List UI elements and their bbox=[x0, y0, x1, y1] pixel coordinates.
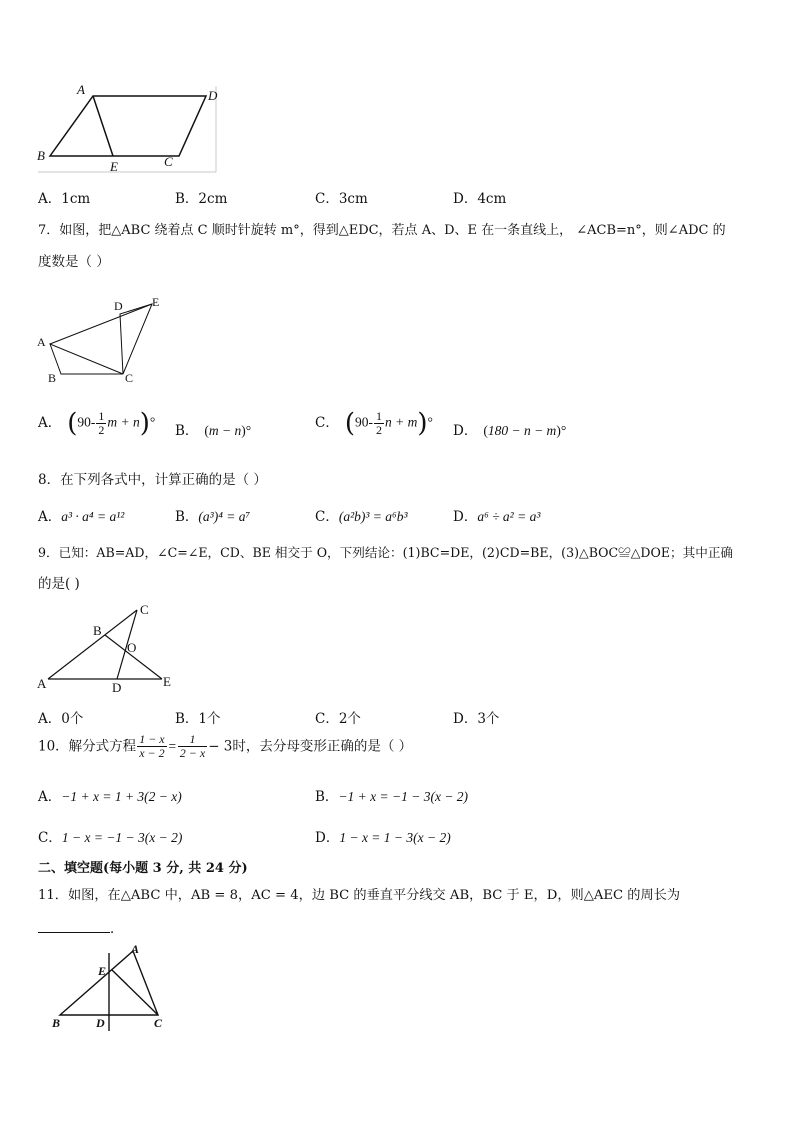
q7-stem-line2: 度数是（ ） bbox=[38, 254, 110, 270]
option-text: (a³)⁴ = a⁷ bbox=[198, 509, 251, 524]
option-letter: A． bbox=[38, 711, 62, 727]
paren-right: ) bbox=[139, 408, 150, 439]
option-text: −1 + x = 1 + 3(2 − x) bbox=[61, 789, 182, 804]
q8-stem: 8．在下列各式中，计算正确的是（ ） bbox=[38, 472, 267, 488]
option-text: 1个 bbox=[198, 711, 221, 727]
q10-stem-pre: 10．解分式方程 bbox=[38, 738, 137, 755]
q8-option-c[interactable] bbox=[315, 505, 408, 525]
q10-option-b[interactable] bbox=[315, 785, 468, 805]
q6-option-d[interactable] bbox=[453, 187, 506, 207]
q9-option-a[interactable] bbox=[38, 707, 83, 727]
option-text: 0个 bbox=[61, 711, 84, 727]
q9-figure bbox=[34, 598, 184, 696]
q6-figure bbox=[34, 84, 234, 179]
fraction: $\frac{1}{2}$ bbox=[98, 409, 105, 437]
option-text: 1 − x = 1 − 3(x − 2) bbox=[339, 830, 451, 845]
q8-option-b[interactable] bbox=[175, 505, 250, 525]
q9-stem-line1: 9．已知：AB=AD，∠C=∠E，CD、BE 相交于 O，下列结论：(1)BC=DE，(2)CD=BE，(3)△BOC≌△DOE；其中正确 bbox=[38, 545, 734, 560]
expr-pre: 90- bbox=[77, 414, 96, 430]
q9-stem-line2: 的是( ) bbox=[38, 576, 80, 592]
equals-sign: = bbox=[167, 738, 177, 754]
paren-left: ( bbox=[344, 408, 355, 439]
fraction: $\frac{1}{2}$ bbox=[376, 409, 382, 437]
label-o: O bbox=[127, 640, 137, 655]
section-title: 二、填空题(每小题 3 分, 共 24 分) bbox=[38, 861, 248, 876]
label-a: A bbox=[37, 676, 47, 691]
paren-left: ( bbox=[483, 423, 488, 438]
degree-unit: ° bbox=[149, 414, 156, 430]
label-b: B bbox=[93, 623, 102, 638]
option-letter: D． bbox=[315, 830, 340, 846]
q7-option-b[interactable] bbox=[175, 419, 251, 439]
q10-option-c[interactable] bbox=[38, 826, 182, 846]
option-text: −1 + x = −1 − 3(x − 2) bbox=[338, 789, 469, 804]
option-letter: C． bbox=[315, 191, 339, 207]
q7-option-d[interactable] bbox=[453, 419, 566, 439]
expr-pre: 90- bbox=[355, 414, 373, 430]
label-e: E bbox=[98, 964, 107, 978]
label-a: A bbox=[77, 84, 85, 97]
q8-option-a[interactable] bbox=[38, 505, 124, 525]
paren-left: ( bbox=[67, 408, 78, 439]
expr-post: n + m bbox=[385, 414, 418, 430]
option-letter: A． bbox=[38, 414, 62, 431]
q9-option-c[interactable] bbox=[315, 707, 361, 727]
label-a: A bbox=[131, 943, 140, 956]
option-letter: B． bbox=[175, 509, 199, 525]
option-letter: B． bbox=[175, 191, 199, 207]
option-text: (a²b)³ = a⁶b³ bbox=[338, 509, 408, 524]
expr-post: m + n bbox=[107, 414, 140, 430]
label-e: E bbox=[110, 159, 118, 174]
label-b: B bbox=[48, 371, 57, 385]
expr: 180 − n − m bbox=[487, 423, 557, 438]
q7-figure bbox=[34, 294, 169, 386]
line-ac bbox=[48, 610, 137, 679]
label-d: D bbox=[114, 299, 123, 313]
label-c: C bbox=[164, 154, 173, 169]
q7-stem-line1: 7．如图，把△ABC 绕着点 C 顺时针旋转 m°，得到△EDC，若点 A、D、E 在一条直线上， ∠ACB=n°，则∠ADC 的 bbox=[38, 223, 726, 238]
q7-option-c[interactable] bbox=[315, 410, 433, 437]
q10-option-a[interactable] bbox=[38, 785, 182, 805]
degree-unit: ° bbox=[427, 414, 433, 430]
q7-option-a[interactable] bbox=[38, 410, 155, 437]
label-b: B bbox=[37, 148, 45, 163]
option-letter: D． bbox=[453, 509, 478, 525]
label-a: A bbox=[37, 335, 46, 349]
option-text: 3个 bbox=[477, 711, 500, 727]
paren-right: ) bbox=[556, 423, 561, 438]
segment-ec bbox=[112, 970, 158, 1015]
option-text: 4cm bbox=[477, 191, 507, 207]
option-letter: C． bbox=[315, 711, 339, 727]
label-b: B bbox=[52, 1016, 61, 1030]
q11-figure bbox=[46, 943, 176, 1035]
q10-stem bbox=[38, 733, 412, 760]
option-letter: C． bbox=[38, 830, 62, 846]
paren-left: ( bbox=[204, 423, 209, 438]
expr: m − n bbox=[208, 423, 242, 438]
line-ade bbox=[50, 304, 152, 344]
option-letter: A． bbox=[38, 789, 62, 805]
label-d: D bbox=[208, 88, 218, 103]
paren-right: ) bbox=[241, 423, 246, 438]
parallelogram-abcd bbox=[50, 96, 206, 156]
degree-unit: ° bbox=[560, 423, 567, 438]
q10-fraction-1: $\frac{1 - x}{x - 2}$ bbox=[139, 732, 165, 760]
q10-stem-post: − 3时，去分母变形正确的是（ ） bbox=[208, 738, 413, 755]
q10-option-d[interactable] bbox=[315, 826, 451, 846]
option-text: 1cm bbox=[61, 191, 91, 207]
degree-unit: ° bbox=[245, 423, 252, 438]
q8-option-d[interactable] bbox=[453, 505, 540, 525]
segment-ae bbox=[93, 96, 113, 156]
option-letter: C． bbox=[315, 414, 339, 431]
label-c: C bbox=[125, 371, 134, 385]
option-letter: B． bbox=[175, 711, 199, 727]
option-text: 1 − x = −1 − 3(x − 2) bbox=[61, 830, 183, 845]
option-letter: D． bbox=[453, 191, 478, 207]
option-text: 3cm bbox=[338, 191, 368, 207]
q9-option-d[interactable] bbox=[453, 707, 499, 727]
option-letter: D． bbox=[453, 423, 478, 439]
option-letter: A． bbox=[38, 191, 62, 207]
label-d: D bbox=[112, 680, 122, 695]
q10-fraction-2: $\frac{1}{2 - x}$ bbox=[179, 732, 206, 760]
option-text: a³ · a⁴ = a¹² bbox=[61, 509, 125, 524]
q11-answer-line[interactable] bbox=[38, 917, 124, 937]
answer-blank[interactable] bbox=[38, 920, 110, 933]
q6-option-c[interactable] bbox=[315, 187, 368, 207]
option-text: 2个 bbox=[338, 711, 361, 727]
option-text: a⁶ ÷ a² = a³ bbox=[477, 509, 541, 524]
option-letter: B． bbox=[315, 789, 339, 805]
label-c: C bbox=[140, 602, 149, 617]
option-letter: A． bbox=[38, 509, 62, 525]
q9-option-b[interactable] bbox=[175, 707, 221, 727]
q6-option-a[interactable] bbox=[38, 187, 90, 207]
paren-right: ) bbox=[417, 408, 428, 439]
q6-option-b[interactable] bbox=[175, 187, 227, 207]
label-e: E bbox=[163, 674, 171, 689]
option-letter: C． bbox=[315, 509, 339, 525]
label-c: C bbox=[154, 1016, 163, 1030]
option-text: 2cm bbox=[198, 191, 228, 207]
option-letter: B． bbox=[175, 423, 199, 439]
triangle-abc bbox=[50, 344, 123, 374]
q11-stem: 11．如图，在△ABC 中，AB = 8，AC = 4，边 BC 的垂直平分线交 AB，BC 于 E，D，则△AEC 的周长为 bbox=[38, 888, 681, 903]
label-e: E bbox=[152, 295, 160, 309]
q11-end-punct: ． bbox=[110, 921, 124, 937]
option-letter: D． bbox=[453, 711, 478, 727]
label-d: D bbox=[96, 1016, 105, 1030]
